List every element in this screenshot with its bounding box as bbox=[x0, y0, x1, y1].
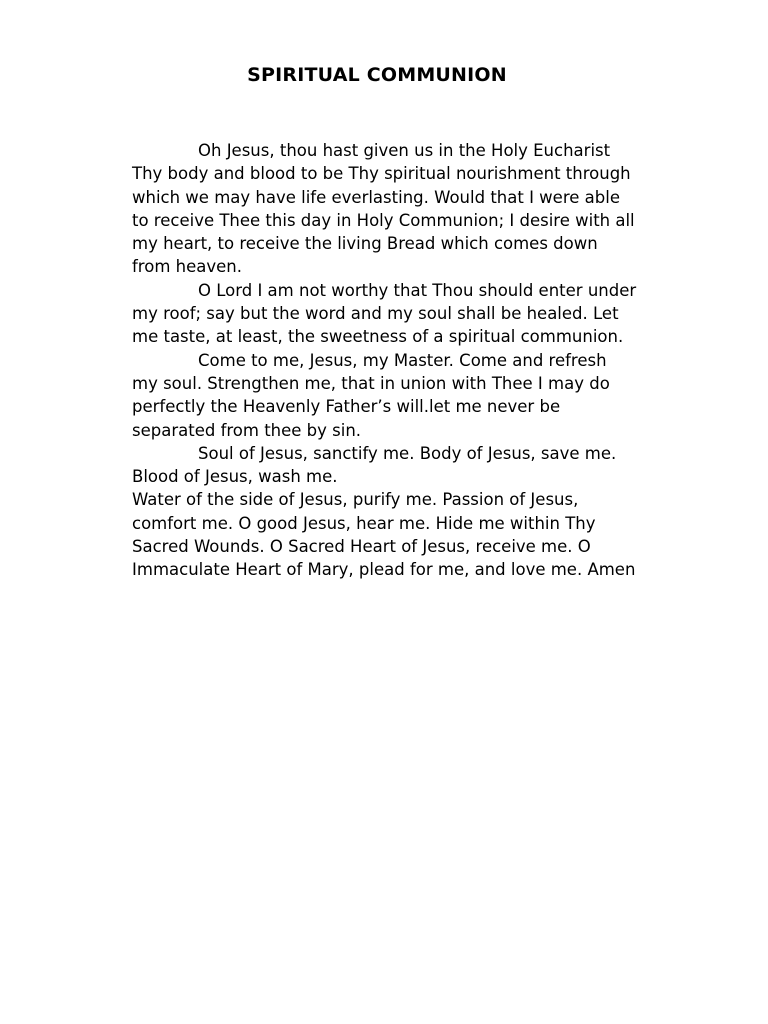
paragraph-2: O Lord I am not worthy that Thou should enter under my roof; say but the word and my soul shall be healed. Let me taste, at least, the sweetness of a spiritual communion. bbox=[132, 280, 637, 347]
paragraph-4: Soul of Jesus, sanctify me. Body of Jesus, save me. Blood of Jesus, wash me. bbox=[132, 443, 617, 487]
document-title: SPIRITUAL COMMUNION bbox=[247, 64, 507, 86]
paragraph-3: Come to me, Jesus, my Master. Come and refresh my soul. Strengthen me, that in union with Thee I may do perfectly the Heavenly Father’s will.let me never be separated from thee by sin. bbox=[132, 350, 610, 440]
document-body bbox=[132, 139, 637, 582]
paragraph-5: Water of the side of Jesus, purify me. Passion of Jesus, comfort me. O good Jesus, hear me. Hide me within Thy Sacred Wounds. O Sacred Heart of Jesus, receive me. O Immaculate Heart of Mary, plead for me, and love me. Amen bbox=[132, 490, 636, 580]
paragraph-1: Oh Jesus, thou hast given us in the Holy Eucharist Thy body and blood to be Thy spiritual nourishment through which we may have life everlasting. Would that I were able to receive Thee this day in Holy Communion; I desire with all my heart, to receive the living Bread which comes down from heaven. bbox=[132, 141, 635, 277]
